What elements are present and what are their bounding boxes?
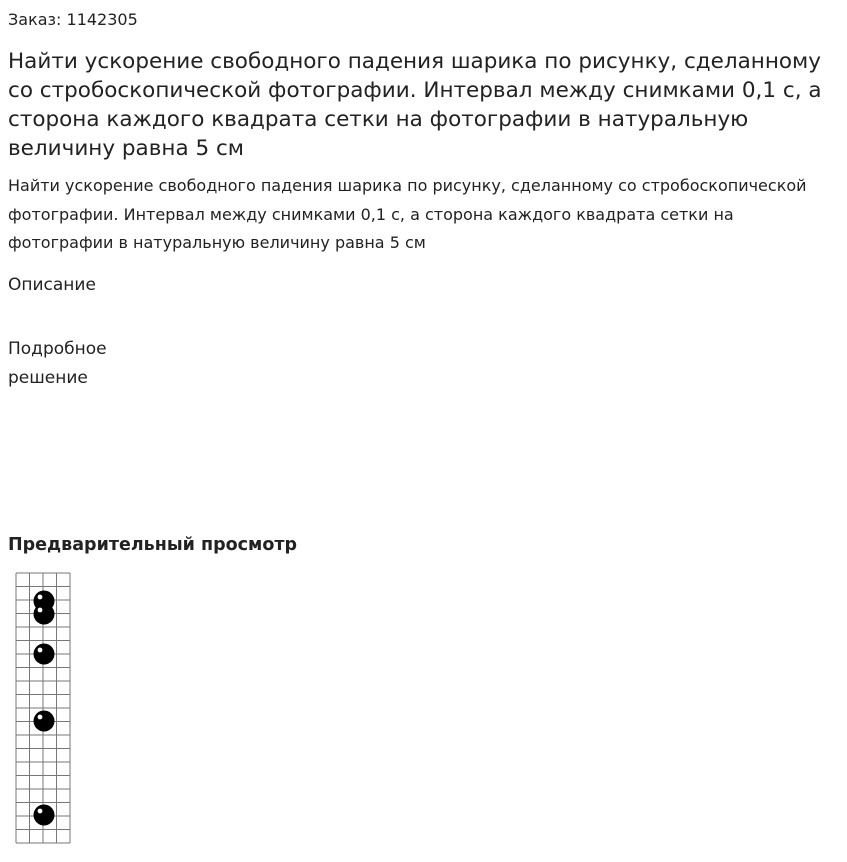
ball [34,644,55,665]
order-number: Заказ: 1142305 [8,10,138,29]
tab-detailed-solution[interactable]: Подробное решение [8,339,107,388]
ball [34,604,55,625]
ball [34,805,55,826]
ball [34,711,55,732]
problem-description: Найти ускорение свободного падения шарика по рисунку, сделанному со стробоскопической фотографии. Интервал между снимками 0,1 с, а сторона каждого квадрата сетки на фотографии в натуральную величину равна 5 см [8,176,807,252]
preview-heading: Предварительный просмотр [8,535,298,555]
tab-description[interactable]: Описание [8,275,96,295]
problem-title: Найти ускорение свободного падения шарика по рисунку, сделанному со стробоскопической фотографии. Интервал между снимками 0,1 с, а сторона каждого квадрата сетки на фотографии в натуральную величину равна 5 см [8,49,822,161]
stroboscopic-figure [14,572,74,845]
